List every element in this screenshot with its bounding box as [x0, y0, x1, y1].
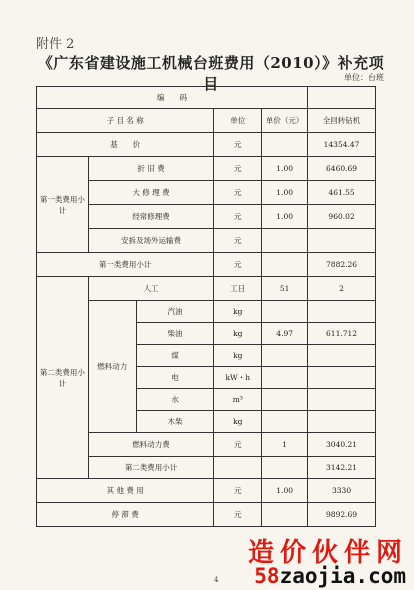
table-cell: [262, 411, 308, 433]
fuel-total-label: 燃料动力费: [88, 433, 214, 457]
table-cell: 1.00: [262, 205, 308, 229]
table-cell: [262, 229, 308, 253]
base-price-label: 基 价: [37, 133, 214, 157]
document-title: 《广东省建设施工机械台班费用（2010）》补充项目: [37, 54, 385, 93]
table-cell: 14354.47: [308, 133, 376, 157]
table-cell: 煤: [136, 345, 214, 367]
table-cell: 柴油: [136, 323, 214, 345]
table-row: [37, 253, 376, 277]
attachment-label: 附件 2: [36, 37, 75, 52]
table-cell: 3040.21: [308, 433, 376, 457]
cost-table: [36, 86, 376, 527]
table-cell: 电: [136, 367, 214, 389]
table-cell: [308, 301, 376, 323]
table-cell: [308, 389, 376, 411]
table-cell: kg: [214, 345, 262, 367]
table-cell: 1.00: [262, 181, 308, 205]
table-row: [37, 457, 376, 479]
table-cell: 元: [214, 229, 262, 253]
table-row: [37, 157, 376, 181]
table-row: [37, 87, 376, 109]
table-cell: 安拆及场外运输费: [88, 229, 214, 253]
table-row: [37, 479, 376, 503]
table-row: [37, 205, 376, 229]
page-number: 4: [214, 576, 219, 584]
table-cell: [262, 345, 308, 367]
first-group-label: 第一类费用小计: [37, 157, 89, 253]
table-header-row: [37, 109, 376, 133]
table-row: [37, 433, 376, 457]
table-cell: kg: [214, 411, 262, 433]
watermark-url-number: 58: [254, 564, 280, 588]
table-cell: kW・h: [214, 367, 262, 389]
table-row: [37, 301, 376, 323]
table-cell: 木柴: [136, 411, 214, 433]
table-cell: 元: [214, 133, 262, 157]
table-cell: 元: [214, 253, 262, 277]
table-cell: kg: [214, 323, 262, 345]
table-cell: 元: [214, 433, 262, 457]
watermark-url: [254, 564, 406, 588]
table-cell: [308, 367, 376, 389]
table-row: [37, 133, 376, 157]
table-cell: 611.712: [308, 323, 376, 345]
table-cell: [262, 389, 308, 411]
table-row: [37, 503, 376, 527]
table-cell: 元: [214, 181, 262, 205]
table-cell: 51: [262, 277, 308, 301]
table-cell: 1.00: [262, 479, 308, 503]
table-row: [37, 181, 376, 205]
fuel-group-label: 燃料动力: [88, 301, 136, 433]
table-row: [37, 277, 376, 301]
table-cell: [262, 367, 308, 389]
table-cell: 元: [214, 205, 262, 229]
table-cell: 3330: [308, 479, 376, 503]
table-cell: 元: [214, 157, 262, 181]
table-cell: 461.55: [308, 181, 376, 205]
table-cell: 6460.69: [308, 157, 376, 181]
other-cost-label: 其 他 费 用: [37, 479, 214, 503]
item-header: 子 目 名 称: [37, 109, 214, 133]
second-group-label: 第二类费用小计: [37, 277, 89, 479]
table-cell: [308, 229, 376, 253]
table-cell: 960.02: [308, 205, 376, 229]
table-cell: 经常修理费: [88, 205, 214, 229]
table-cell: 4.97: [262, 323, 308, 345]
stop-cost-label: 停 滞 费: [37, 503, 214, 527]
table-cell: 汽油: [136, 301, 214, 323]
price-header: 单价（元）: [262, 109, 308, 133]
second-subtotal-label: 第二类费用小计: [88, 457, 214, 479]
table-cell: 大 修 理 费: [88, 181, 214, 205]
table-cell: [308, 345, 376, 367]
table-cell: 工日: [214, 277, 262, 301]
table-cell: 水: [136, 389, 214, 411]
first-subtotal-label: 第一类费用小计: [37, 253, 214, 277]
table-cell: [214, 457, 262, 479]
machine-header: 全回转钻机: [308, 109, 376, 133]
table-row: [37, 229, 376, 253]
code-header: 编 码: [37, 87, 308, 109]
table-cell: [262, 301, 308, 323]
table-cell: 元: [214, 479, 262, 503]
table-cell: 1: [262, 433, 308, 457]
table-cell: 9892.69: [308, 503, 376, 527]
table-cell: 7882.26: [308, 253, 376, 277]
unit-label: 单位：台班: [344, 73, 384, 82]
watermark-title: 造价伙伴网: [247, 538, 408, 568]
table-cell: 3142.21: [308, 457, 376, 479]
table-cell: 1.00: [262, 157, 308, 181]
table-cell: 折 旧 费: [88, 157, 214, 181]
table-cell: kg: [214, 301, 262, 323]
unit-header: 单位: [214, 109, 262, 133]
table-cell: 元: [214, 503, 262, 527]
table-cell: [308, 411, 376, 433]
labor-label: 人工: [88, 277, 214, 301]
table-cell: m³: [214, 389, 262, 411]
table-cell: 2: [308, 277, 376, 301]
watermark-url-domain: zaojia.com: [279, 564, 406, 588]
